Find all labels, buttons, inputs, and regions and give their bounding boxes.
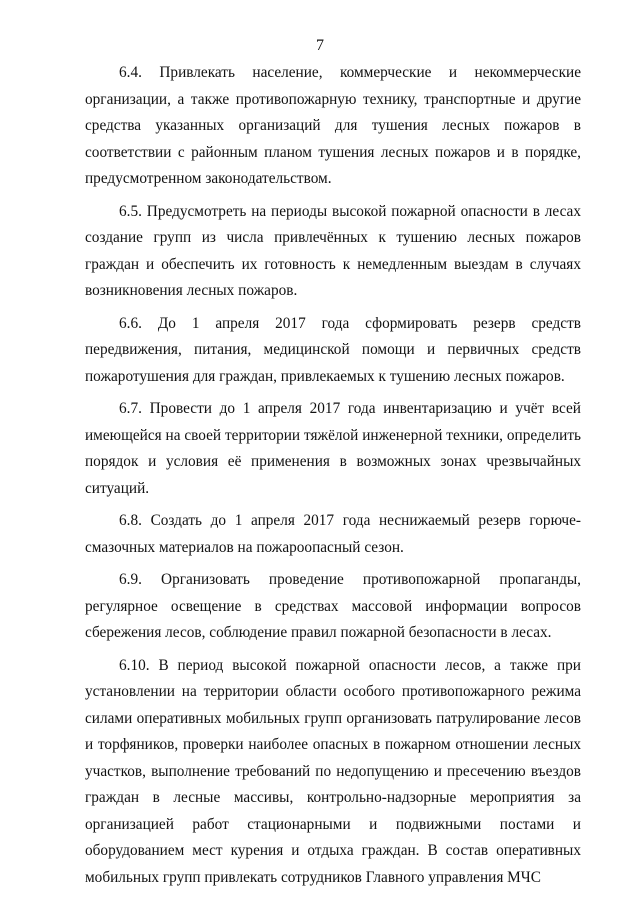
- page-number: 7: [316, 37, 324, 54]
- paragraph-6-4: 6.4. Привлекать население, коммерческие и некоммерческие организации, а также противопожарную технику, транспортные и другие средства указанных организаций для тушения лесных пожаров в соответствии с районным планом тушения лесных пожаров и в порядке, предусмотренном законодательством.: [85, 64, 581, 187]
- paragraph-6-9: 6.9. Организовать проведение противопожарной пропаганды, регулярное освещение в средствах массовой информации вопросов сбережения лесов, соблюдение правил пожарной безопасности в лесах.: [85, 571, 581, 641]
- paragraph-6-10: 6.10. В период высокой пожарной опасности лесов, а также при установлении на территории области особого противопожарного режима силами оперативных мобильных групп организовать патрулирование лесов и торфяников, проверки наиболее опасных в пожарном отношении лесных участков, выполнение требований по недопущению и пресечению въездов граждан в лесные массивы, контрольно-надзорные мероприятия за организацией работ стационарными и подвижными постами и оборудованием мест курения и отдыха граждан. В состав оперативных мобильных групп привлекать сотрудников Главного управления МЧС: [85, 656, 581, 886]
- paragraph-6-7: 6.7. Провести до 1 апреля 2017 года инвентаризацию и учёт всей имеющейся на своей территории тяжёлой инженерной техники, определить порядок и условия её применения в возможных зонах чрезвычайных ситуаций.: [85, 400, 581, 497]
- paragraph-6-8: 6.8. Создать до 1 апреля 2017 года неснижаемый резерв горюче-смазочных материалов на пожароопасный сезон.: [85, 512, 581, 556]
- paragraph-6-6: 6.6. До 1 апреля 2017 года сформировать резерв средств передвижения, питания, медицинской помощи и первичных средств пожаротушения для граждан, привлекаемых к тушению лесных пожаров.: [85, 314, 581, 385]
- document-body: [85, 60, 581, 897]
- paragraph-6-5: 6.5. Предусмотреть на периоды высокой пожарной опасности в лесах создание групп из числа привлечённых к тушению лесных пожаров граждан и обеспечить их готовность к немедленным выездам в случаях возникновения лесных пожаров.: [85, 202, 581, 299]
